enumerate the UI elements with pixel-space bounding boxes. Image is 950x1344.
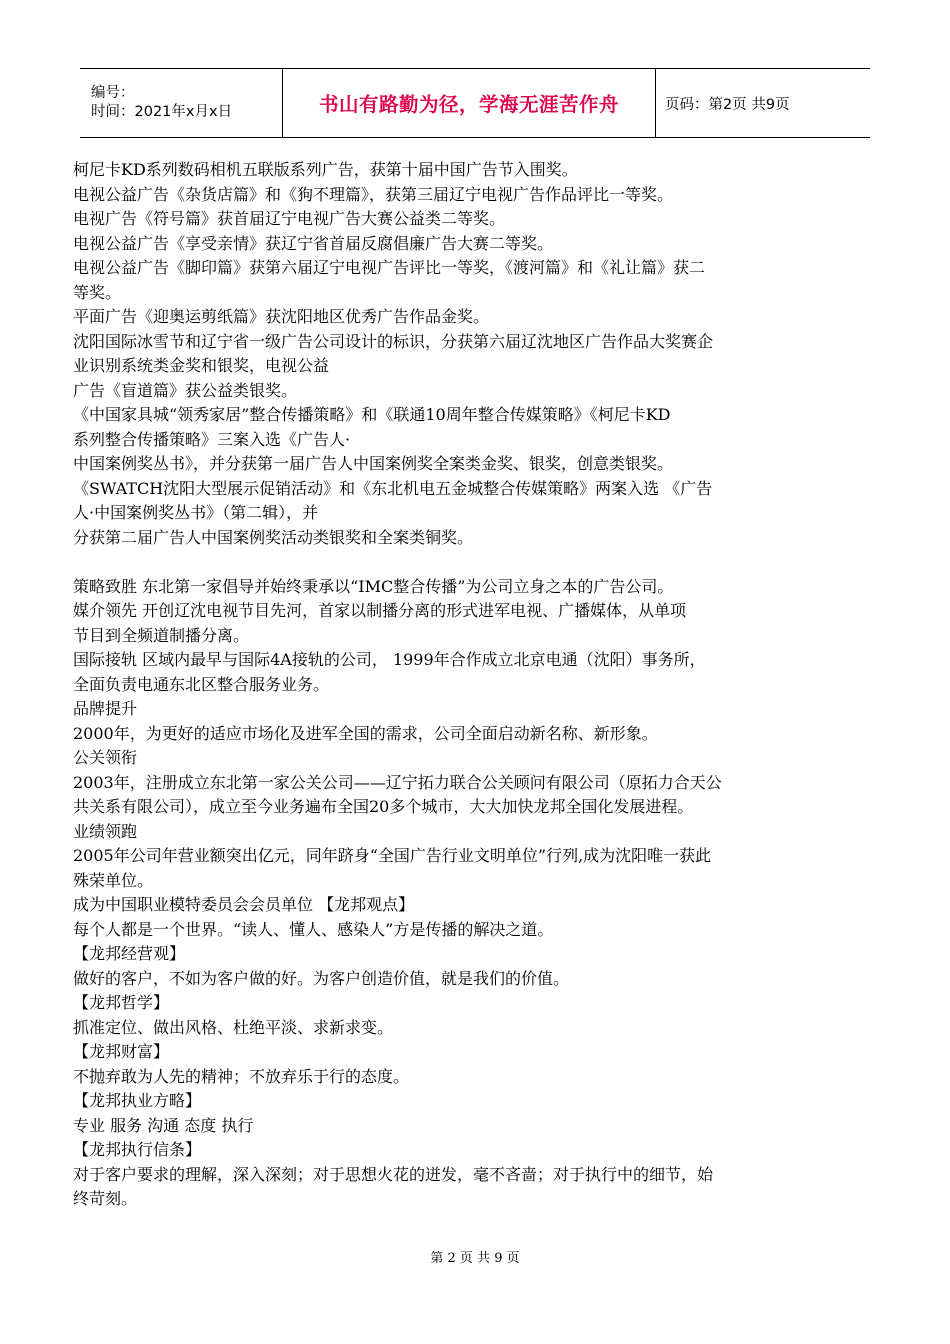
- body-text-line: 电视公益广告《享受亲情》获辽宁省首届反腐倡廉广告大赛二等奖。: [73, 233, 554, 253]
- page-footer: [0, 1247, 950, 1266]
- body-text-line: 分获第二届广告人中国案例奖活动类银奖和全案类铜奖。: [73, 527, 474, 547]
- body-text-line: 成为中国职业模特委员会会员单位 【龙邦观点】: [73, 895, 415, 914]
- body-text-line: 全面负责电通东北区整合服务业务。: [73, 674, 330, 694]
- body-text-line: 2000年，为更好的适应市场化及进军全国的需求，公司全面启动新名称、新形象。: [73, 723, 658, 743]
- body-text-line: 人·中国案例奖丛书》（第二辑），并: [73, 503, 319, 522]
- body-text-line: 业绩领跑: [73, 821, 138, 841]
- blank-line: [73, 550, 853, 575]
- body-text-line: 等奖。: [73, 282, 122, 302]
- body-text-line: 对于客户要求的理解，深入深刻；对于思想火花的迸发，毫不吝啬；对于执行中的细节，始: [73, 1164, 714, 1184]
- document-date: 时间：2021年x月x日: [91, 104, 233, 120]
- body-text-line: 中国案例奖丛书》，并分获第一届广告人中国案例奖全案类金奖、银奖，创意类银奖。: [73, 454, 674, 473]
- body-text-line: 电视广告《符号篇》获首届辽宁电视广告大赛公益类二等奖。: [73, 209, 506, 228]
- body-text-line: 柯尼卡KD系列数码相机五联版系列广告，获第十届中国广告节入围奖。: [73, 160, 578, 179]
- body-text-line: 节目到全频道制播分离。: [73, 625, 250, 645]
- body-text-line: 【龙邦哲学】: [73, 993, 170, 1012]
- body-text-line: 殊荣单位。: [73, 870, 154, 890]
- body-text-line: 【龙邦执业方略】: [73, 1091, 202, 1110]
- body-text-line: 专业 服务 沟通 态度 执行: [73, 1115, 254, 1135]
- body-text-line: 广告《盲道篇》获公益类银奖。: [73, 380, 298, 400]
- header-meta: [80, 69, 283, 137]
- body-text-line: 沈阳国际冰雪节和辽宁省一级广告公司设计的标识，分获第六届辽沈地区广告作品大奖赛企: [73, 331, 714, 351]
- header-page-cell: [656, 69, 870, 137]
- body-text-line: 《中国家具城“领秀家居”整合传播策略》和《联通10周年整合传媒策略》《柯尼卡KD: [73, 405, 671, 424]
- body-text-line: 共关系有限公司），成立至今业务遍布全国20多个城市，大大加快龙邦全国化发展进程。: [73, 797, 694, 816]
- body-text-line: 系列整合传播策略》三案入选《广告人·: [73, 429, 351, 449]
- header-motto-cell: [283, 69, 656, 137]
- body-text-line: 终苛刻。: [73, 1189, 138, 1208]
- body-text-line: 不抛弃敢为人先的精神；不放弃乐于行的态度。: [73, 1066, 410, 1086]
- body-text-line: 电视公益广告《脚印篇》获第六届辽宁电视广告评比一等奖，《渡河篇》和《礼让篇》获二: [73, 258, 706, 277]
- body-text-line: 《SWATCH沈阳大型展示促销活动》和《东北机电五金城整合传媒策略》两案入选 《广告: [73, 478, 713, 498]
- body-text-line: 抓准定位、做出风格、杜绝平淡、求新求变。: [73, 1017, 394, 1037]
- body-text-line: 国际接轨 区域内最早与国际4A接轨的公司， 1999年合作成立北京电通（沈阳）事务所，: [73, 650, 706, 669]
- document-number-label: 编号：: [91, 85, 135, 101]
- body-text-line: 2005年公司年营业额突出亿元，同年跻身“全国广告行业文明单位”行列,成为沈阳唯一获此: [73, 846, 712, 865]
- body-text-line: 【龙邦经营观】: [73, 944, 186, 963]
- body-text-line: 公关领衔: [73, 748, 138, 767]
- header-motto: 书山有路勤为径，学海无涯苦作舟: [318, 93, 619, 116]
- body-text-line: 每个人都是一个世界。“读人、懂人、感染人”方是传播的解决之道。: [73, 919, 554, 939]
- body-text-line: 品牌提升: [73, 699, 138, 718]
- body-text-line: 平面广告《迎奥运剪纸篇》获沈阳地区优秀广告作品金奖。: [73, 307, 490, 326]
- body-text-line: 做好的客户，不如为客户做的好。为客户创造价值，就是我们的价值。: [73, 968, 570, 988]
- body-text-line: 媒介领先 开创辽沈电视节目先河，首家以制播分离的形式进军电视、广播媒体，从单项: [73, 601, 687, 620]
- body-text-line: 【龙邦执行信条】: [73, 1140, 202, 1159]
- body-text-line: 策略致胜 东北第一家倡导并始终秉承以“IMC整合传播”为公司立身之本的广告公司。: [73, 576, 674, 596]
- header-page-number: 页码：第2页 共9页: [665, 96, 790, 113]
- body-text-line: 电视公益广告《杂货店篇》和《狗不理篇》，获第三届辽宁电视广告作品评比一等奖。: [73, 184, 674, 204]
- document-body: [73, 158, 853, 1212]
- page-header: [80, 68, 870, 138]
- body-text-line: 2003年，注册成立东北第一家公关公司——辽宁拓力联合公关顾问有限公司（原拓力合天公: [73, 772, 722, 792]
- footer-page-number: 第 2 页 共 9 页: [430, 1251, 520, 1266]
- body-text-line: 业识别系统类金奖和银奖，电视公益: [73, 356, 330, 375]
- body-text-line: 【龙邦财富】: [73, 1042, 170, 1061]
